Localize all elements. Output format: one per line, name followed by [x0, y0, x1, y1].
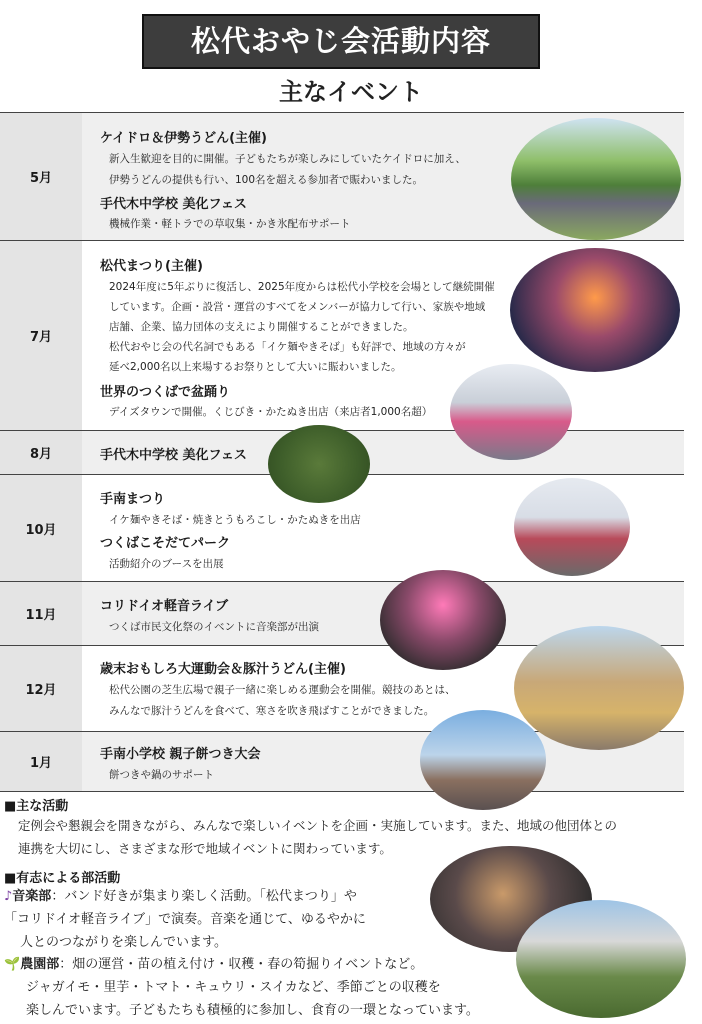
photo-mochitsuki	[420, 710, 546, 810]
activities-heading: ■主な活動	[4, 799, 69, 814]
event-title: ケイドロ＆伊勢うどん(主催)	[100, 131, 267, 146]
photo-live-music	[380, 570, 506, 670]
farm-club-name: 農園部	[20, 957, 60, 972]
event-description: イケ麺やきそば・焼きとうもろこし・かたぬきを出店	[109, 514, 361, 526]
month-label: 1月	[0, 732, 83, 791]
photo-group-park	[511, 118, 681, 240]
activities-text: 定例会や懇親会を開きながら、みんなで楽しいイベントを企画・実施しています。また、地域の他団体との	[18, 818, 618, 833]
event-description: 餅つきや鍋のサポート	[109, 769, 214, 781]
page-title: 松代おやじ会活動内容	[142, 14, 540, 69]
event-description: みんなで豚汁うどんを食べて、寒さを吹き飛ばすことができました。	[109, 705, 435, 717]
farm-club-line	[4, 954, 423, 976]
clubs-heading: ■有志による部活動	[4, 871, 121, 886]
event-title: コリドイオ軽音ライブ	[100, 599, 229, 614]
music-club-text: ：バンド好きが集まり楽しく活動。「松代まつり」や	[51, 889, 357, 904]
sprout-icon: 🌱	[4, 957, 21, 972]
month-label: 8月	[0, 431, 83, 474]
photo-tent-booth	[514, 478, 630, 576]
event-description: 2024年度に5年ぶりに復活し、2025年度からは松代小学校を会場として継続開催	[109, 281, 495, 293]
month-label: 12月	[0, 646, 83, 731]
event-description: 松代公園の芝生広場で親子一緒に楽しめる運動会を開催。競技のあとは、	[109, 684, 456, 696]
event-description: 延べ2,000名以上来場するお祭りとして大いに賑わいました。	[109, 361, 402, 373]
event-description: しています。企画・設営・運営のすべてをメンバーが協力して行い、家族や地域	[109, 301, 486, 313]
page-subtitle: 主なイベント	[279, 78, 423, 106]
event-description: 新入生歓迎を目的に開催。子どもたちが楽しみにしていたケイドロに加え、	[109, 153, 466, 165]
event-title: 手南小学校 親子餅つき大会	[100, 747, 261, 762]
event-title: 手代木中学校 美化フェス	[100, 448, 247, 463]
photo-farm	[516, 900, 686, 1018]
month-label: 10月	[0, 475, 83, 581]
month-label: 5月	[0, 113, 83, 240]
music-club-text: 人とのつながりを楽しんでいます。	[20, 935, 227, 950]
photo-festival-night	[510, 248, 680, 372]
event-description: 松代おやじ会の代名詞でもある「イケ麺やきそば」も好評で、地域の方々が	[109, 341, 466, 353]
row-content	[82, 431, 684, 474]
event-description: 活動紹介のブースを出展	[109, 558, 224, 570]
farm-club-text: ：畑の運営・苗の植え付け・収穫・春の筍掘りイベントなど。	[59, 957, 424, 972]
event-title: 手代木中学校 美化フェス	[100, 197, 247, 212]
event-description: 伊勢うどんの提供も行い、100名を超える参加者で賑わいました。	[109, 174, 424, 186]
music-club-line	[4, 886, 357, 908]
event-title: 手南まつり	[100, 492, 166, 507]
event-description: 機械作業・軽トラでの草収集・かき氷配布サポート	[109, 218, 351, 230]
photo-mowing	[268, 425, 370, 503]
music-club-name: 音楽部	[12, 889, 52, 904]
music-club-text: 「コリドイオ軽音ライブ」で演奏。音楽を通じて、ゆるやかに	[4, 912, 366, 927]
event-title: 松代まつり(主催)	[100, 259, 203, 274]
photo-bon-odori	[450, 364, 572, 460]
photo-sports-day	[514, 626, 684, 750]
month-label: 7月	[0, 241, 83, 430]
activities-text: 連携を大切にし、さまざまな形で地域イベントに関わっています。	[18, 841, 392, 856]
event-description: 店舗、企業、協力団体の支えにより開催することができました。	[109, 321, 414, 333]
farm-club-text: 楽しんでいます。子どもたちも積極的に参加し、食育の一環となっています。	[26, 1003, 479, 1018]
event-title: つくばこそだてパーク	[100, 536, 231, 551]
month-label: 11月	[0, 582, 83, 645]
event-title: 世界のつくばで盆踊り	[100, 385, 231, 400]
event-description: デイズタウンで開催。くじびき・かたぬき出店（来店者1,000名超）	[109, 406, 433, 418]
event-description: つくば市民文化祭のイベントに音楽部が出演	[109, 621, 319, 633]
guitar-icon: ♪	[4, 889, 13, 904]
event-title: 歳末おもしろ大運動会＆豚汁うどん(主催)	[100, 662, 346, 677]
farm-club-text: ジャガイモ・里芋・トマト・キュウリ・スイカなど、季節ごとの収穫を	[26, 980, 441, 995]
